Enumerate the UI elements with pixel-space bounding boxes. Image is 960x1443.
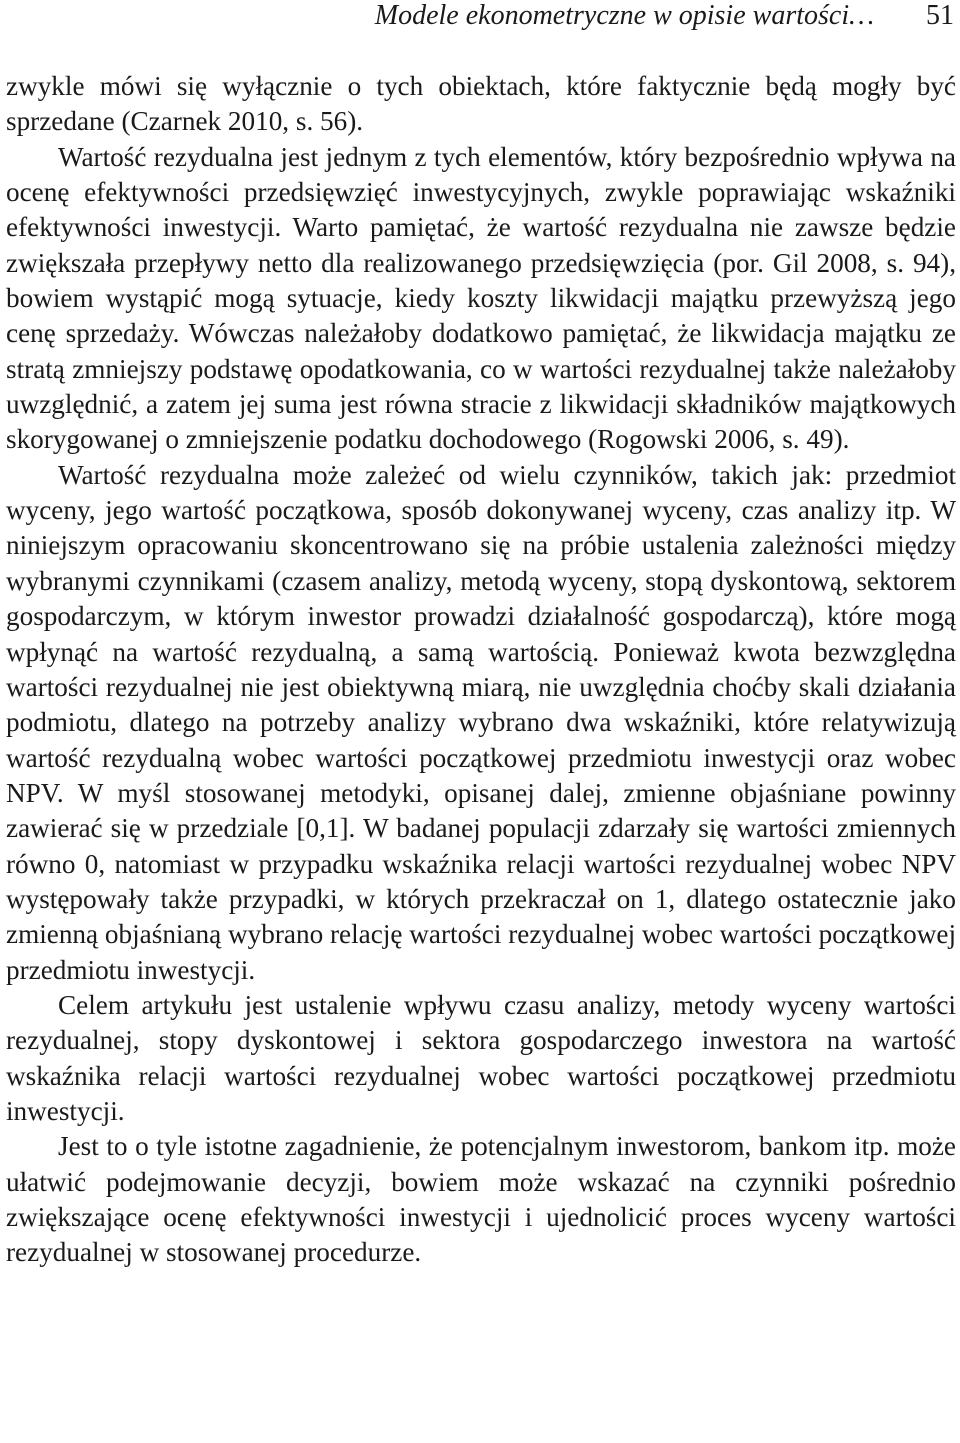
body-text bbox=[6, 69, 956, 1271]
running-head bbox=[0, 0, 960, 40]
paragraph-article-aim: Celem artykułu jest ustalenie wpływu czasu analizy, metody wyceny wartości rezydualnej, stopy dyskontowej i sektora gospodarczego inwestora na wartość wskaźnika relacji wartości rezydualnej wobec wartości początkowej przedmiotu inwestycji. bbox=[6, 989, 956, 1126]
page-number: 51 bbox=[926, 0, 954, 31]
paragraph-significance: Jest to o tyle istotne zagadnienie, że potencjalnym inwestorom, bankom itp. może ułatwić podejmowanie decyzji, bowiem może wskazać na czynniki pośrednio zwiększające ocenę efektywności inwestycji i ujednolicić proces wyceny wartości rezydualnej w stosowanej procedurze. bbox=[6, 1131, 956, 1268]
paragraph-factors: Wartość rezydualna może zależeć od wielu czynników, takich jak: przedmiot wyceny, jego wartość początkowa, sposób dokonywanej wyceny, czas analizy itp. W niniejszym opracowaniu skoncentrowano się na próbie ustalenia zależności między wybranymi czynnikami (czasem analizy, metodą wyceny, stopą dyskontową, sektorem gospodarczym, w którym inwestor prowadzi działalność gospodarczą), które mogą wpłynąć na wartość rezydualną, a samą wartością. Ponieważ kwota bezwzględna wartości rezydualnej nie jest obiektywną miarą, nie uwzględnia choćby skali działania podmiotu, dlatego na potrzeby analizy wybrano dwa wskaźniki, które relatywizują wartość rezydualną wobec wartości początkowej przedmiotu inwestycji oraz wobec NPV. W myśl stosowanej metodyki, opisanej dalej, zmienne objaśniane powinny zawierać się w przedziale [0,1]. W badanej populacji zdarzały się wartości zmiennych równo 0, natomiast w przypadku wskaźnika relacji wartości rezydualnej wobec NPV występowały także przypadki, w których przekraczał on 1, dlatego ostatecznie jako zmienną objaśnianą wybrano relację wartości rezydualnej wobec wartości początkowej przedmiotu inwestycji. bbox=[6, 459, 956, 985]
paragraph-residual-value: Wartość rezydualna jest jednym z tych elementów, który bezpośrednio wpływa na ocenę efektywności przedsięwzięć inwestycyjnych, zwykle poprawiając wskaźniki efektywności inwestycji. Warto pamiętać, że wartość rezydualna nie zawsze będzie zwiększała przepływy netto dla realizowanego przedsięwzięcia (por. Gil 2008, s. 94), bowiem wystąpić mogą sytuacje, kiedy koszty likwidacji majątku przewyższą jego cenę sprzedaży. Wówczas należałoby dodatkowo pamiętać, że likwidacja majątku ze stratą zmniejszy podstawę opodatkowania, co w wartości rezydualnej także należałoby uwzględnić, a zatem jej suma jest równa stracie z likwidacji składników majątkowych skorygowanej o zmniejszenie podatku dochodowego (Rogowski 2006, s. 49). bbox=[6, 141, 956, 455]
paragraph-continuation: zwykle mówi się wyłącznie o tych obiektach, które faktycznie będą mogły być sprzedane (Czarnek 2010, s. 56). bbox=[6, 71, 956, 137]
running-head-title: Modele ekonometryczne w opisie wartości… bbox=[374, 0, 874, 31]
